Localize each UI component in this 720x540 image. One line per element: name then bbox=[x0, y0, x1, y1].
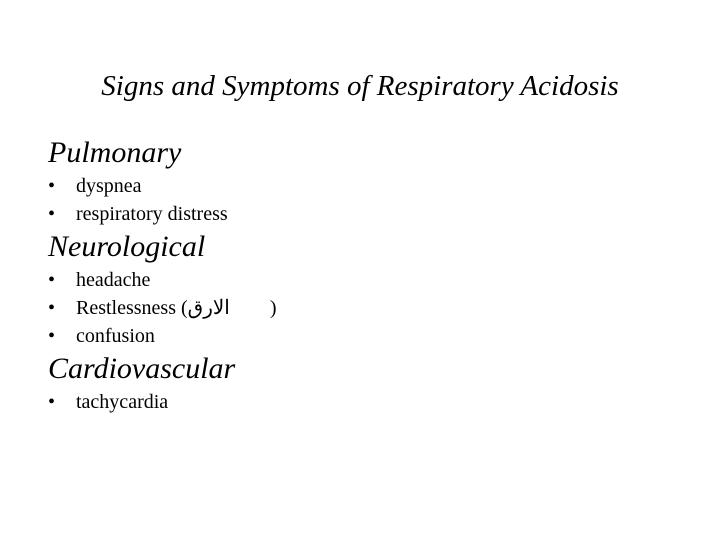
slide-content bbox=[48, 134, 688, 416]
section-heading: Pulmonary bbox=[48, 136, 182, 169]
bullet-icon: • bbox=[48, 269, 56, 291]
list-item bbox=[48, 172, 688, 200]
list-item bbox=[48, 388, 688, 416]
section-heading: Cardiovascular bbox=[48, 352, 236, 385]
bullet-icon: • bbox=[48, 297, 56, 319]
list-item-text: confusion bbox=[76, 325, 155, 347]
list-item bbox=[48, 294, 688, 322]
bullet-icon: • bbox=[48, 175, 56, 197]
list-item bbox=[48, 200, 688, 228]
section-cardiovascular bbox=[48, 350, 688, 416]
bullet-list bbox=[48, 172, 688, 228]
bullet-icon: • bbox=[48, 391, 56, 413]
list-item bbox=[48, 266, 688, 294]
list-item bbox=[48, 322, 688, 350]
list-item-text: tachycardia bbox=[76, 391, 169, 413]
bullet-list bbox=[48, 388, 688, 416]
section-heading: Neurological bbox=[48, 230, 206, 263]
bullet-icon: • bbox=[48, 325, 56, 347]
list-item-text: dyspnea bbox=[76, 175, 142, 197]
section-neurological bbox=[48, 228, 688, 350]
closing-paren: ) bbox=[269, 297, 277, 319]
section-pulmonary bbox=[48, 134, 688, 228]
list-item-text: Restlessness (الارق bbox=[76, 297, 230, 319]
bullet-list bbox=[48, 266, 688, 350]
list-item-text: headache bbox=[76, 269, 151, 291]
slide-title: Signs and Symptoms of Respiratory Acidosis bbox=[101, 70, 619, 102]
list-item-text: respiratory distress bbox=[76, 203, 228, 225]
bullet-icon: • bbox=[48, 203, 56, 225]
